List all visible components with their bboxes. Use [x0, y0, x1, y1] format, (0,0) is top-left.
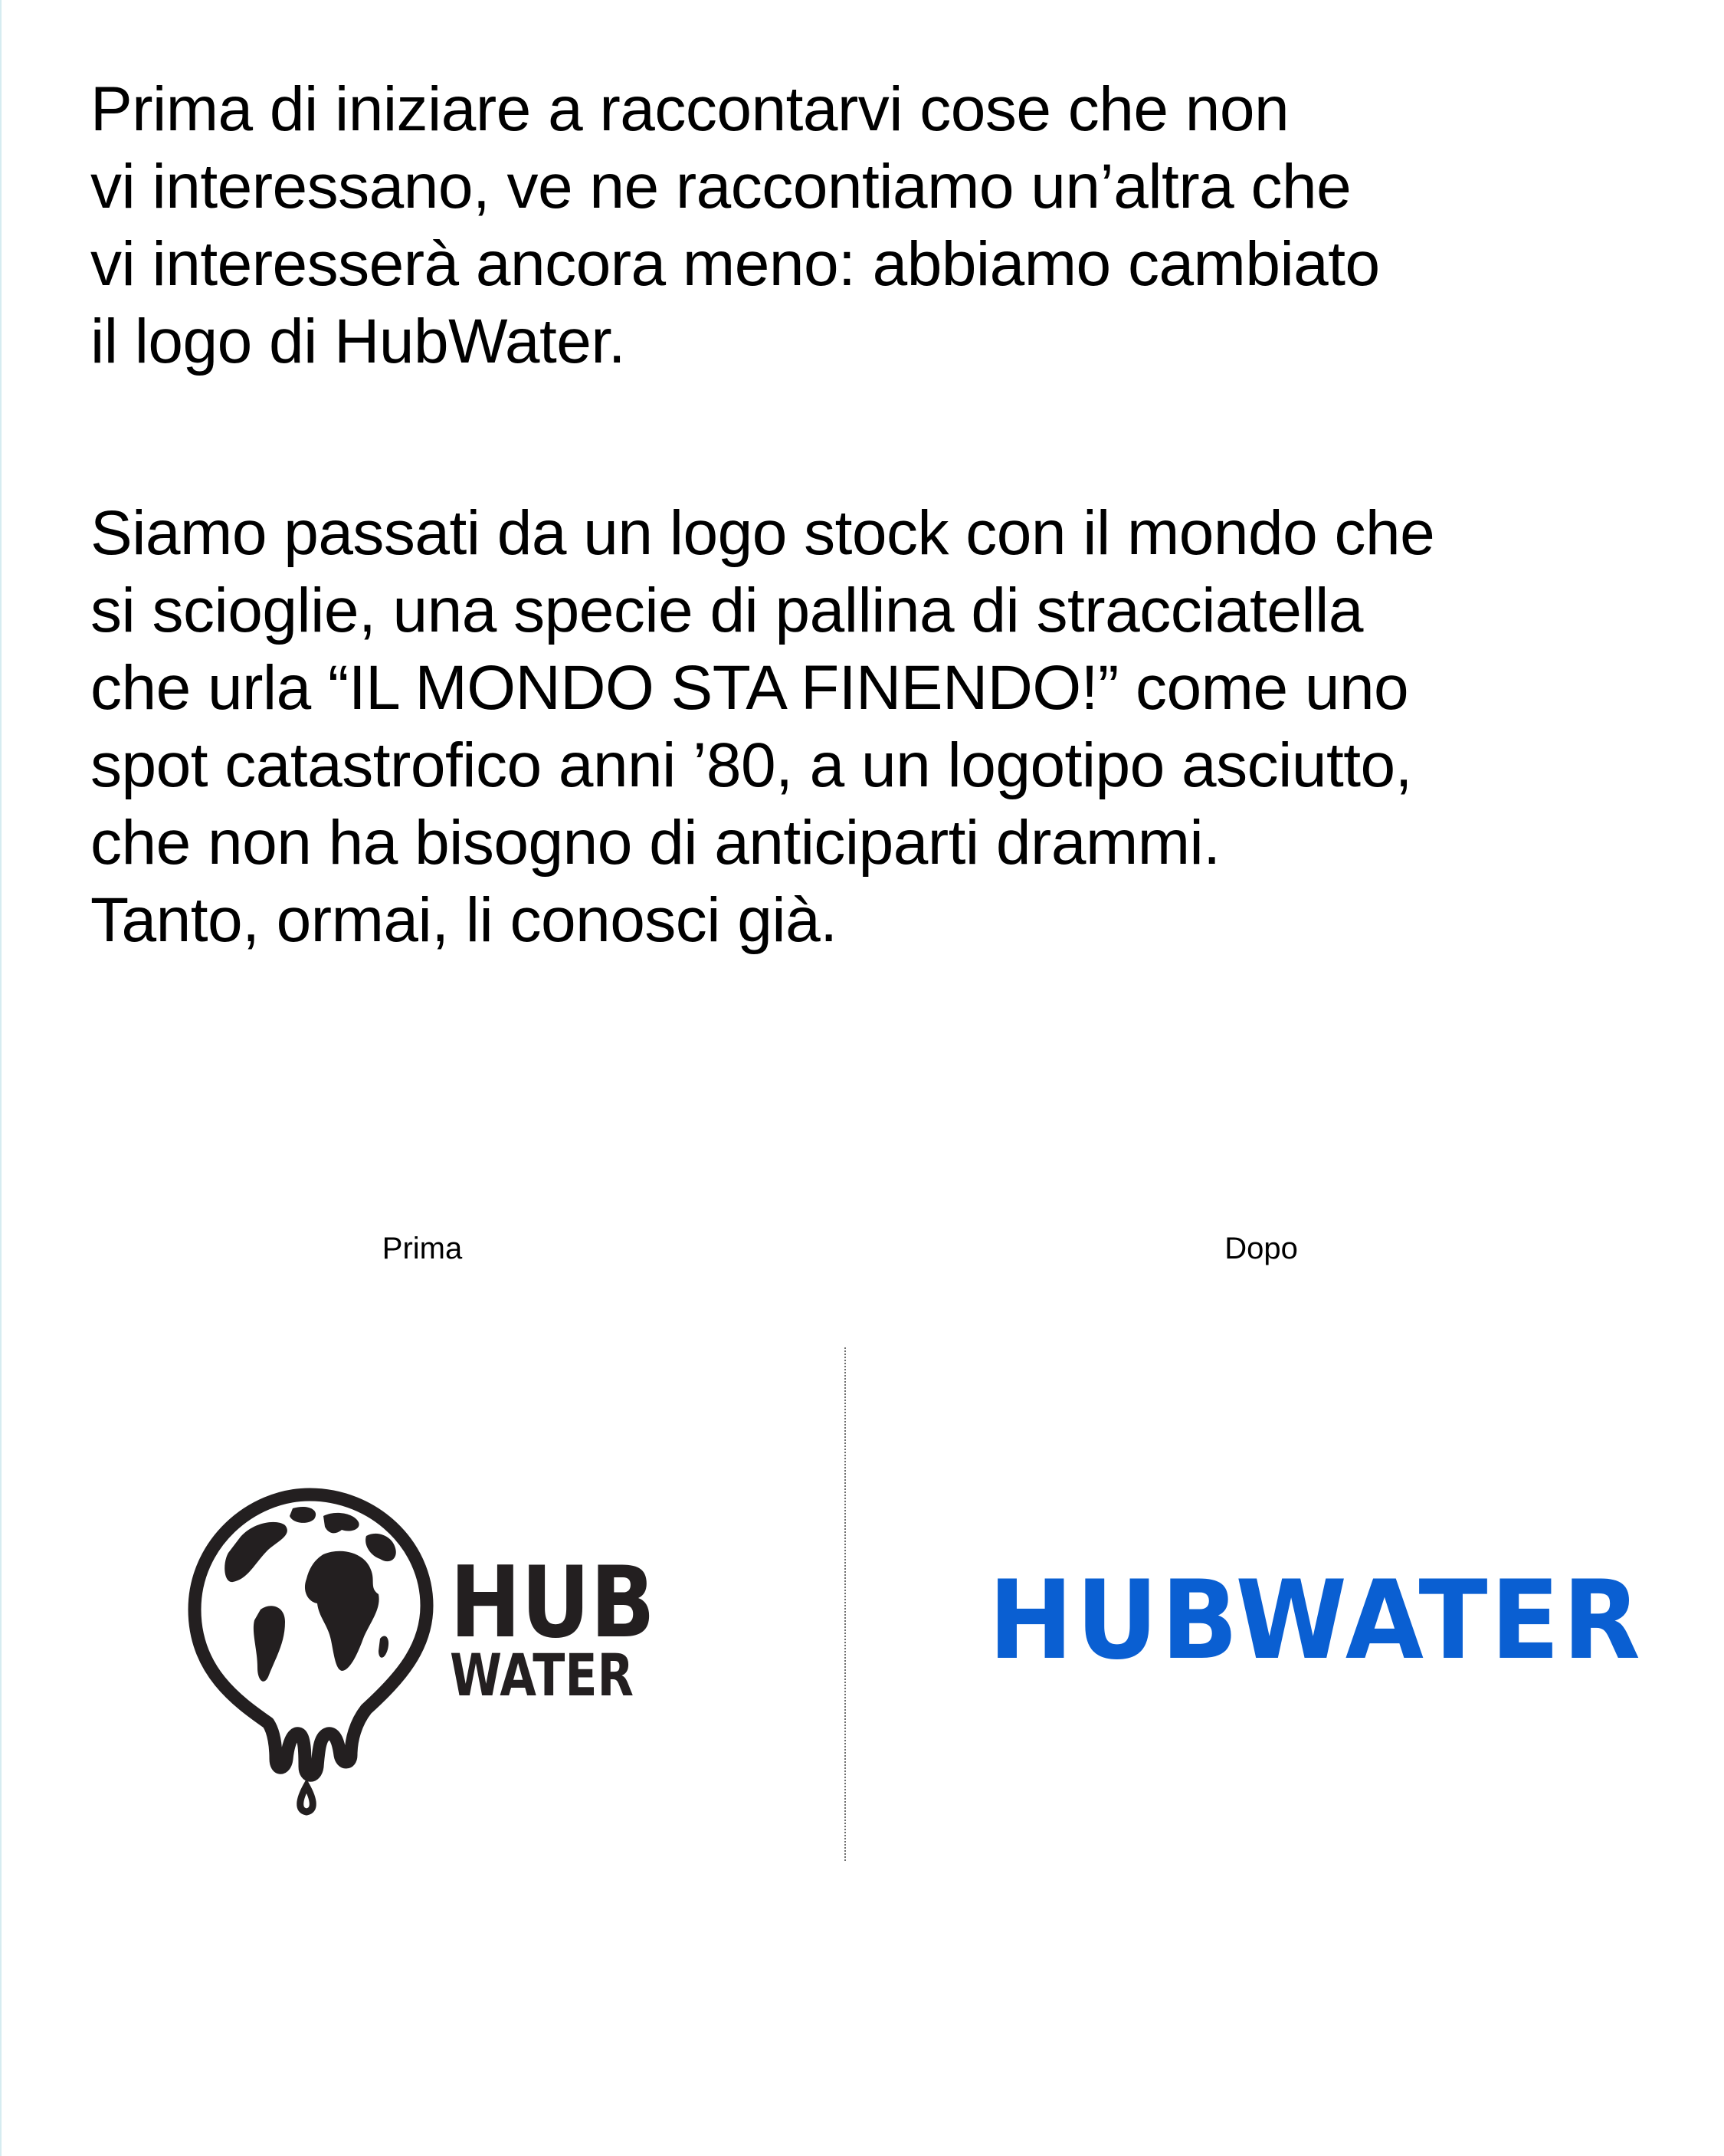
comparison-divider: [844, 1347, 846, 1861]
story-line: che non ha bisogno di anticiparti drammi.: [90, 808, 1221, 878]
story-line: Tanto, ormai, li conosci già.: [90, 885, 837, 955]
old-logo-line1: HUB: [450, 1546, 655, 1660]
old-logo-line2: WATER: [450, 1641, 634, 1709]
story-line: si scioglie, una specie di pallina di stracciatella: [90, 576, 1363, 645]
story-line: che urla “IL MONDO STA FINENDO!” come uno: [90, 653, 1409, 723]
story-line: Siamo passati da un logo stock con il mondo che: [90, 498, 1435, 568]
melting-globe-icon: [195, 1495, 427, 1812]
new-logo: HUBWATER: [988, 1557, 1644, 1684]
left-edge-rule: [0, 0, 2, 2156]
old-logo: [178, 1479, 683, 1847]
intro-line: vi interesserà ancora meno: abbiamo cambiato: [90, 229, 1380, 299]
intro-line: Prima di iniziare a raccontarvi cose che non: [90, 74, 1290, 144]
after-label: Dopo: [1224, 1232, 1298, 1265]
story-paragraph: [90, 494, 1684, 959]
intro-line: vi interessano, ve ne raccontiamo un’altra che: [90, 152, 1352, 222]
intro-paragraph: [90, 71, 1684, 380]
intro-line: il logo di HubWater.: [90, 307, 625, 376]
story-line: spot catastrofico anni ’80, a un logotipo asciutto,: [90, 730, 1412, 800]
before-label: Prima: [382, 1232, 463, 1265]
